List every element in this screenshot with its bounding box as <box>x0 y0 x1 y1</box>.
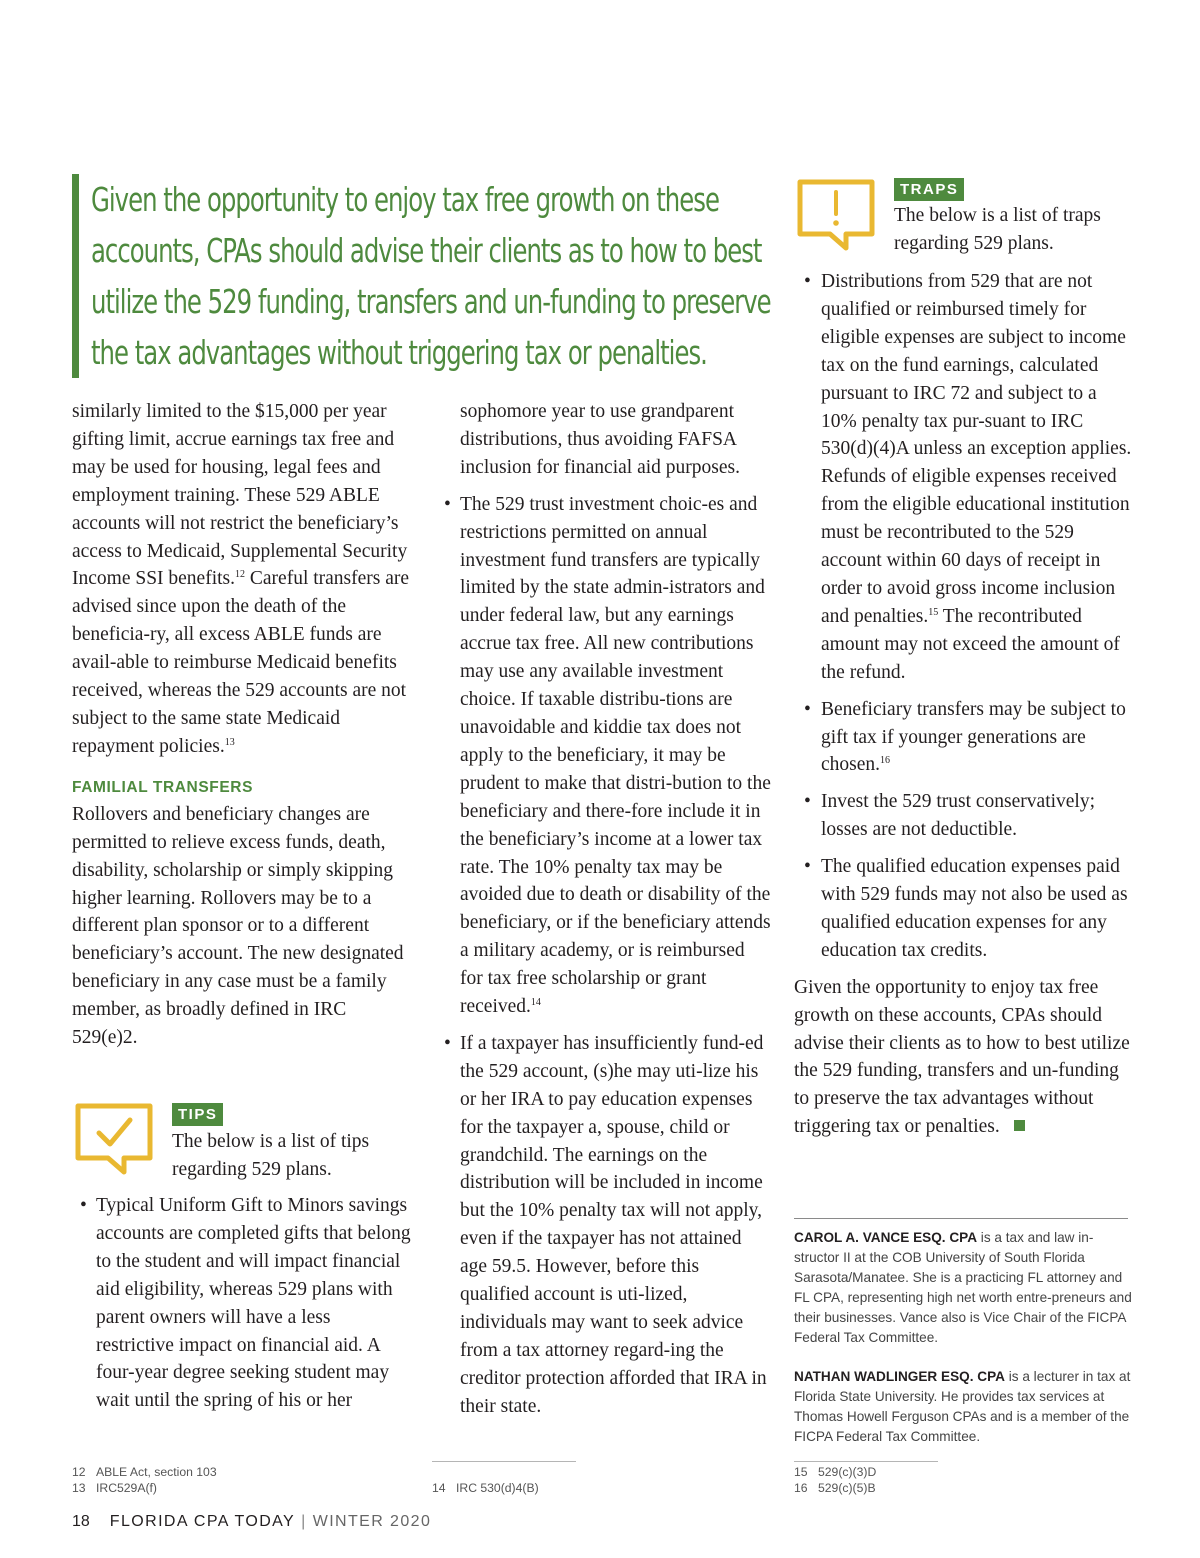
footnote-number: 16 <box>794 1481 808 1495</box>
traps-callout <box>794 176 1134 266</box>
pull-quote-text: Given the opportunity to enjoy tax free growth on these accounts, CPAs should advise their clients as to how to best utilize the 529 funding, transfers and un-funding to preserve the tax advantages without triggering tax or penalties. <box>91 180 771 372</box>
footnote-divider <box>432 1461 576 1462</box>
footnote-number: 13 <box>72 1481 86 1495</box>
footnote-divider <box>794 1461 938 1462</box>
traps-list <box>794 268 1134 965</box>
footnote <box>794 1480 876 1496</box>
list-item <box>794 696 1134 780</box>
footnote-text: 529(c)(5)B <box>818 1481 876 1495</box>
footnote-ref: 12 <box>235 569 246 581</box>
footnote-ref: 13 <box>224 736 235 748</box>
footnote-ref: 14 <box>530 997 541 1009</box>
column-3 <box>794 268 1134 1141</box>
footnote-ref: 15 <box>928 606 939 618</box>
list-item <box>436 491 771 1021</box>
bio-divider <box>794 1218 1128 1219</box>
author-bio-text: is a lecturer in tax at Florida State University. He provides tax services at Thomas Howell Ferguson CPAs and is a member of the FICPA Federal Tax Committee. <box>794 1369 1131 1444</box>
footnote-text: ABLE Act, section 103 <box>96 1465 217 1479</box>
footnote-text: IRC529A(f) <box>96 1481 157 1495</box>
page-footer <box>72 1511 431 1533</box>
body-text: Careful transfers are advised since upon the death of the beneficia-ry, all excess ABLE funds are avail-able to reimburse Medicaid benefits received, whereas the 529 accounts are not subject to the same state Medicaid repayment policies. <box>72 568 410 757</box>
author-name: NATHAN WADLINGER ESQ. CPA <box>794 1369 1005 1384</box>
list-item-text: Beneficiary transfers may be subject to gift tax if younger generations are chosen. <box>821 698 1126 776</box>
traps-badge: TRAPS <box>894 178 964 201</box>
column-2 <box>436 398 771 1430</box>
list-item: • Invest the 529 trust conservatively; losses are not deductible. <box>794 788 1134 844</box>
footnote <box>432 1480 539 1496</box>
footnote <box>72 1464 217 1480</box>
footer-separator: | <box>301 1513 307 1530</box>
footnote-number: 12 <box>72 1465 86 1479</box>
end-mark <box>1014 1120 1025 1131</box>
footnote <box>794 1464 876 1480</box>
exclamation-speech-bubble-icon <box>794 176 880 256</box>
list-item <box>794 268 1134 687</box>
tips-list-container <box>72 1192 412 1424</box>
footnotes <box>432 1480 539 1496</box>
tips-intro: The below is a list of tips regarding 529 plans. <box>172 1131 370 1180</box>
footnotes <box>794 1464 876 1496</box>
tips-list-continued <box>436 491 771 1421</box>
tips-badge: TIPS <box>172 1103 223 1126</box>
body-text: similarly limited to the $15,000 per year gifting limit, accrue earnings tax free and may be used for housing, legal fees and employment training. These 529 ABLE accounts will not restrict the beneficiary’s access to Medicaid, Supplemental Security Income SSI benefits. <box>72 401 408 590</box>
pull-quote <box>72 174 791 378</box>
traps-intro: The below is a list of traps regarding 529 plans. <box>894 205 1101 254</box>
column-1 <box>72 398 412 1052</box>
author-bio-text: is a tax and law in-structor II at the COB University of South Florida Sarasota/Manatee. She is a practicing FL attorney and FL CPA, representing high net worth entre-preneurs and their businesses. Vance also is Vice Chair of the FICPA Federal Tax Committee. <box>794 1230 1132 1345</box>
author-bio <box>794 1228 1134 1347</box>
page-number: 18 <box>72 1513 90 1530</box>
footnote-number: 14 <box>432 1481 446 1495</box>
footnote-number: 15 <box>794 1465 808 1479</box>
list-item: • If a taxpayer has insufficiently fund-ed the 529 account, (s)he may uti-lize his or her IRA to pay education expenses for the taxpayer a, spouse, child or grandchild. The earnings on the distribution will be included in income but the 10% penalty tax will not apply, even if the taxpayer has not attained age 59.5. However, before this qualified account is uti-lized, individuals may want to seek advice from a tax attorney regard-ing the creditor protection afforded that IRA in their state. <box>436 1030 771 1421</box>
list-item: • The qualified education expenses paid with 529 funds may not also be used as qualified education expenses for any education tax credits. <box>794 853 1134 965</box>
publication-name: FLORIDA CPA TODAY <box>109 1513 296 1530</box>
body-text: Given the opportunity to enjoy tax free growth on these accounts, CPAs should advise their clients as to how to best utilize the 529 funding, transfers and un-funding to preserve the tax advantages without triggering tax or penalties. <box>794 976 1130 1138</box>
footnote-text: 529(c)(3)D <box>818 1465 877 1479</box>
list-item-text: The recontributed amount may not exceed the amount of the refund. <box>821 605 1120 683</box>
list-item-text: The 529 trust investment choic-es and restrictions permitted on annual investment fund transfers are typically limited by the state admin-istrators and under federal law, but any earnings accrue tax free. All new contributions may use any available investment choice. If taxable distribu-tions are unavoidable and kiddie tax does not apply to the beneficiary, it may be prudent to make that distri-bution to the beneficiary and there-fore include it in the beneficiary’s income at a lower tax rate. The 10% penalty tax may be avoided due to death or disability of the beneficiary, or if the beneficiary attends a military academy, or is reimbursed for tax free scholarship or grant received. <box>460 493 771 1018</box>
footnote <box>72 1480 217 1496</box>
section-heading: FAMILIAL TRANSFERS <box>72 778 254 796</box>
list-item: • Typical Uniform Gift to Minors savings accounts are completed gifts that belong to the student and will impact financial aid eligibility, whereas 529 plans with parent owners will have a less restrictive impact on financial aid. A four-year degree seeking student may wait until the spring of his or her <box>72 1192 412 1415</box>
issue-label: WINTER 2020 <box>312 1513 432 1530</box>
closing-paragraph <box>794 974 1134 1141</box>
author-name: CAROL A. VANCE ESQ. CPA <box>794 1230 978 1245</box>
body-paragraph <box>72 398 412 761</box>
tips-list <box>72 1192 412 1415</box>
body-paragraph: Rollovers and beneficiary changes are permitted to relieve excess funds, death, disability, scholarship or simply skipping higher learning. Rollovers may be to a different plan sponsor or to a different beneficiary’s account. The new designated beneficiary in any case must be a family member, as broadly defined in IRC 529(e)2. <box>72 803 404 1049</box>
checkmark-speech-bubble-icon <box>72 1100 158 1180</box>
list-item-text: Distributions from 529 that are not qualified or reimbursed timely for eligible expenses are subject to income tax on the fund earnings, calculated pursuant to IRC 72 and subject to a 10% penalty tax pur-suant to IRC 530(d)(4)A unless an exception applies. Refunds of eligible expenses received from the eligible educational institution must be recontributed to the 529 account within 60 days of receipt in order to avoid gross income inclusion and penalties. <box>821 271 1132 627</box>
author-bio <box>794 1367 1134 1447</box>
tips-callout <box>72 1100 412 1200</box>
footnotes <box>72 1464 217 1496</box>
body-paragraph: sophomore year to use grandparent distributions, thus avoiding FAFSA inclusion for financial aid purposes. <box>460 401 740 478</box>
footnote-ref: 16 <box>880 755 891 767</box>
footnote-text: IRC 530(d)4(B) <box>456 1481 539 1495</box>
